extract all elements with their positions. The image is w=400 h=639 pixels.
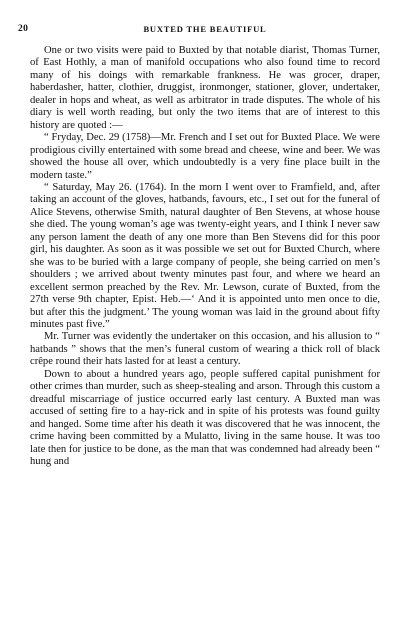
page-number: 20 bbox=[18, 24, 29, 34]
body-text bbox=[30, 45, 380, 468]
paragraph-diary-1764: “ Saturday, May 26. (1764). In the morn I went over to Framfield, and, after taking an account of the gloves, hatbands, favours, etc., I set out for the funeral of Alice Stevens, otherwise Smith, natural daughter of Ben Stevens, at whose house she died. The young woman’s age was twenty-eight years, and I think I never saw any person lament the death of any one more than Ben Stevens did for this poor girl, his daughter. As soon as it was possible we set out for Buxted Church, where she was to be buried with a large company of people, she being carried on men’s shoulders ; we arrived about twenty minutes past four, and where we heard an excellent sermon preached by the Rev. Mr. Lewson, curate of Buxted, from the 27th verse 9th chapter, Epist. Heb.—‘ And it is appointed unto men once to die, but after this the judgment.’ The young woman was laid in the ground about fifty minutes past five.” bbox=[30, 181, 380, 330]
paragraph-turner-intro: One or two visits were paid to Buxted by that notable diarist, Thomas Turner, of East Hothly, a man of manifold occupations who also found time to record many of his doings with remarkable frankness. He was grocer, draper, haberdasher, hatter, clothier, druggist, ironmonger, stationer, glover, undertaker, dealer in hops and wheat, as well as arbitrator in trade disputes. The whole of his diary is well worth reading, but only the two items that are of interest to this history are quoted :— bbox=[30, 45, 380, 131]
book-page bbox=[18, 22, 380, 627]
paragraph-diary-1758: “ Fryday, Dec. 29 (1758)—Mr. French and I set out for Buxted Place. We were prodigious civilly entertained with some bread and cheese, wine and beer. We was showed the house all over, which undoubtedly is a very fine place built in the modern taste.” bbox=[30, 132, 380, 181]
running-head bbox=[18, 22, 380, 36]
paragraph-capital-punishment: Down to about a hundred years ago, people suffered capital punishment for other crimes than murder, such as sheep-stealing and arson. Through this custom a dreadful miscarriage of justice occurred early last century. A Buxted man was accused of setting fire to a hay-rick and in spite of his protests was found guilty and hanged. Some time after his death it was discovered that he was innocent, the crime having been committed by a Mulatto, living in the same house. It was too late then for justice to be done, as the man that was condemned had already been “ hung and bbox=[30, 368, 380, 467]
running-title: BUXTED THE BEAUTIFUL bbox=[143, 24, 267, 34]
paragraph-hatbands: Mr. Turner was evidently the undertaker on this occasion, and his allusion to “ hatbands ” shows that the men’s funeral custom of wearing a thick roll of black crêpe round their hats lasted for at least a century. bbox=[30, 331, 380, 368]
